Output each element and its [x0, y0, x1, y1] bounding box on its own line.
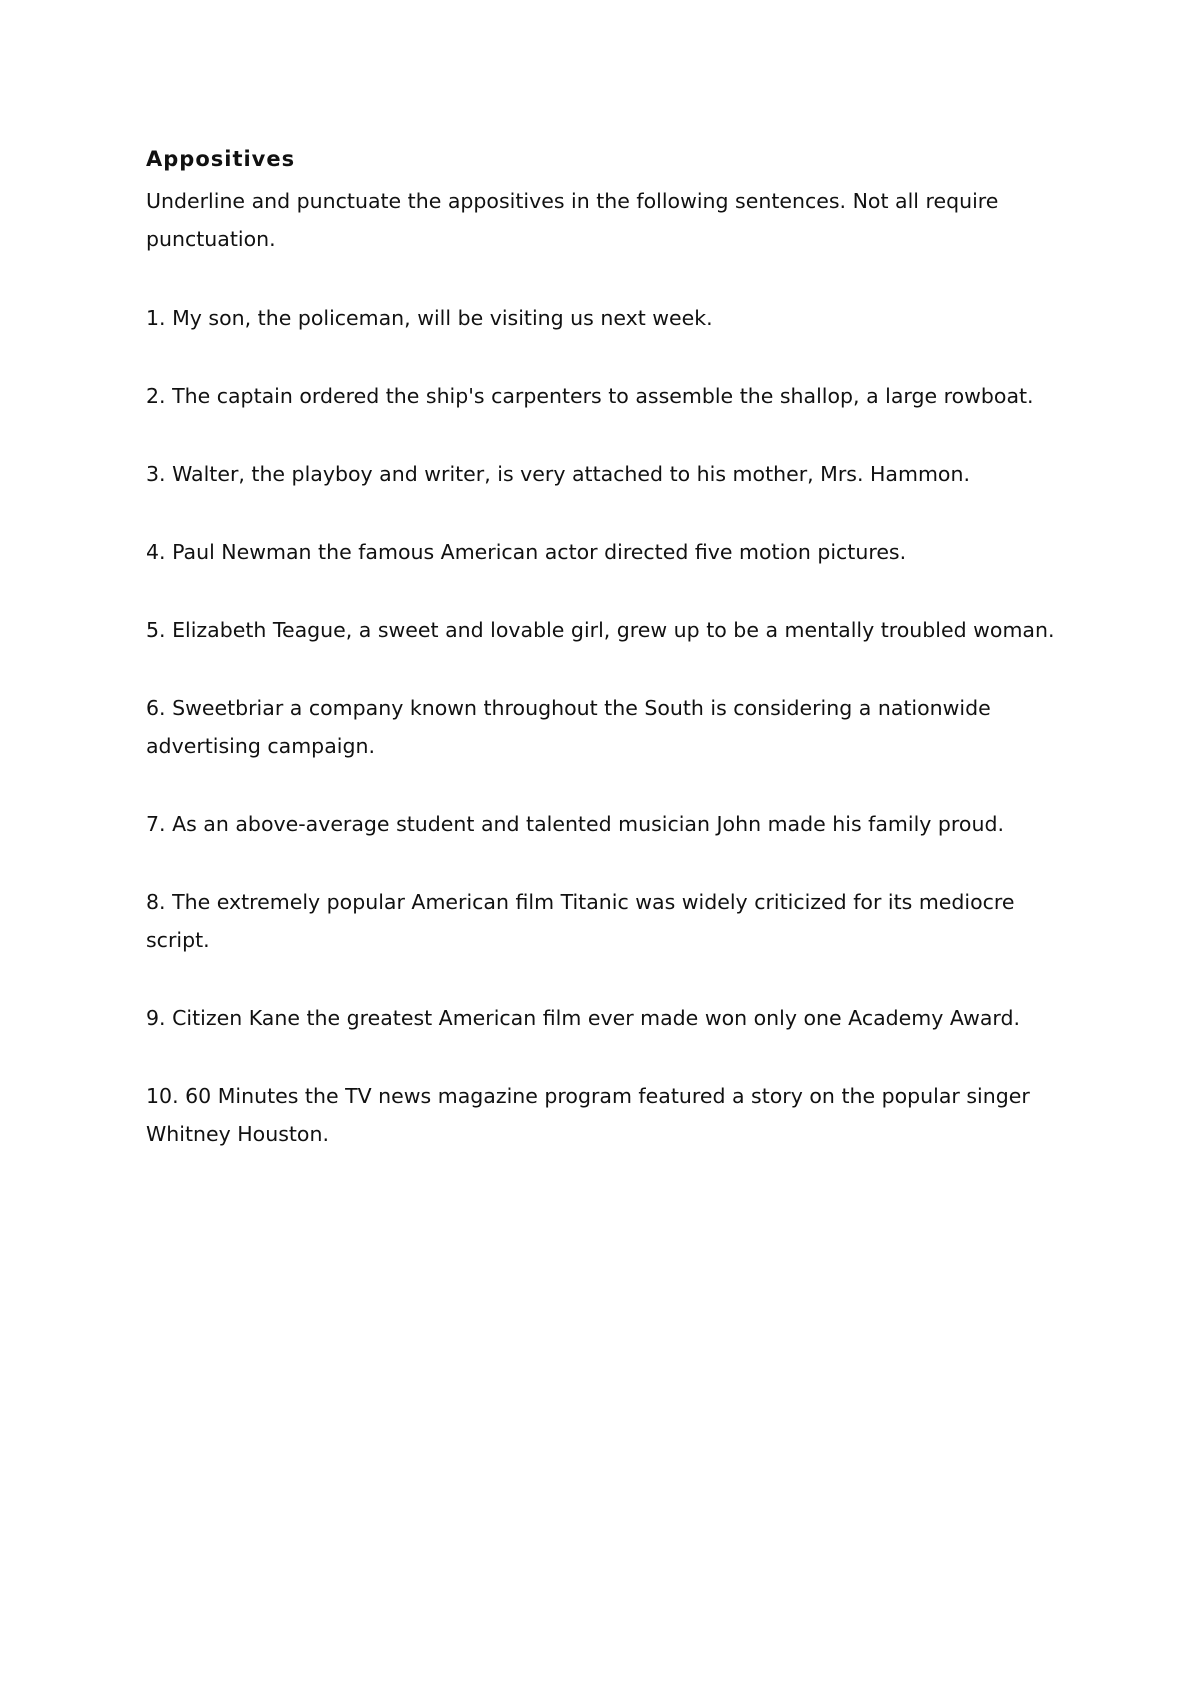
question-7: 7. As an above-average student and talented musician John made his family proud. — [146, 812, 1004, 836]
question-1: 1. My son, the policeman, will be visiting us next week. — [146, 306, 713, 330]
question-10: 10. 60 Minutes the TV news magazine program featured a story on the popular singer Whitney Houston. — [146, 1084, 1030, 1146]
question-4: 4. Paul Newman the famous American actor directed five motion pictures. — [146, 540, 907, 564]
document-content — [146, 144, 1066, 1193]
question-8: 8. The extremely popular American film Titanic was widely criticized for its mediocre script. — [146, 890, 1015, 952]
question-9: 9. Citizen Kane the greatest American film ever made won only one Academy Award. — [146, 1006, 1021, 1030]
question-2: 2. The captain ordered the ship's carpenters to assemble the shallop, a large rowboat. — [146, 384, 1034, 408]
question-5: 5. Elizabeth Teague, a sweet and lovable girl, grew up to be a mentally troubled woman. — [146, 618, 1055, 642]
question-list — [146, 299, 1066, 1153]
instructions-text: Underline and punctuate the appositives in the following sentences. Not all require punctuation. — [146, 189, 999, 251]
question-3: 3. Walter, the playboy and writer, is very attached to his mother, Mrs. Hammon. — [146, 462, 970, 486]
document-title: Appositives — [146, 147, 296, 171]
question-6: 6. Sweetbriar a company known throughout the South is considering a nationwide advertising campaign. — [146, 696, 991, 758]
